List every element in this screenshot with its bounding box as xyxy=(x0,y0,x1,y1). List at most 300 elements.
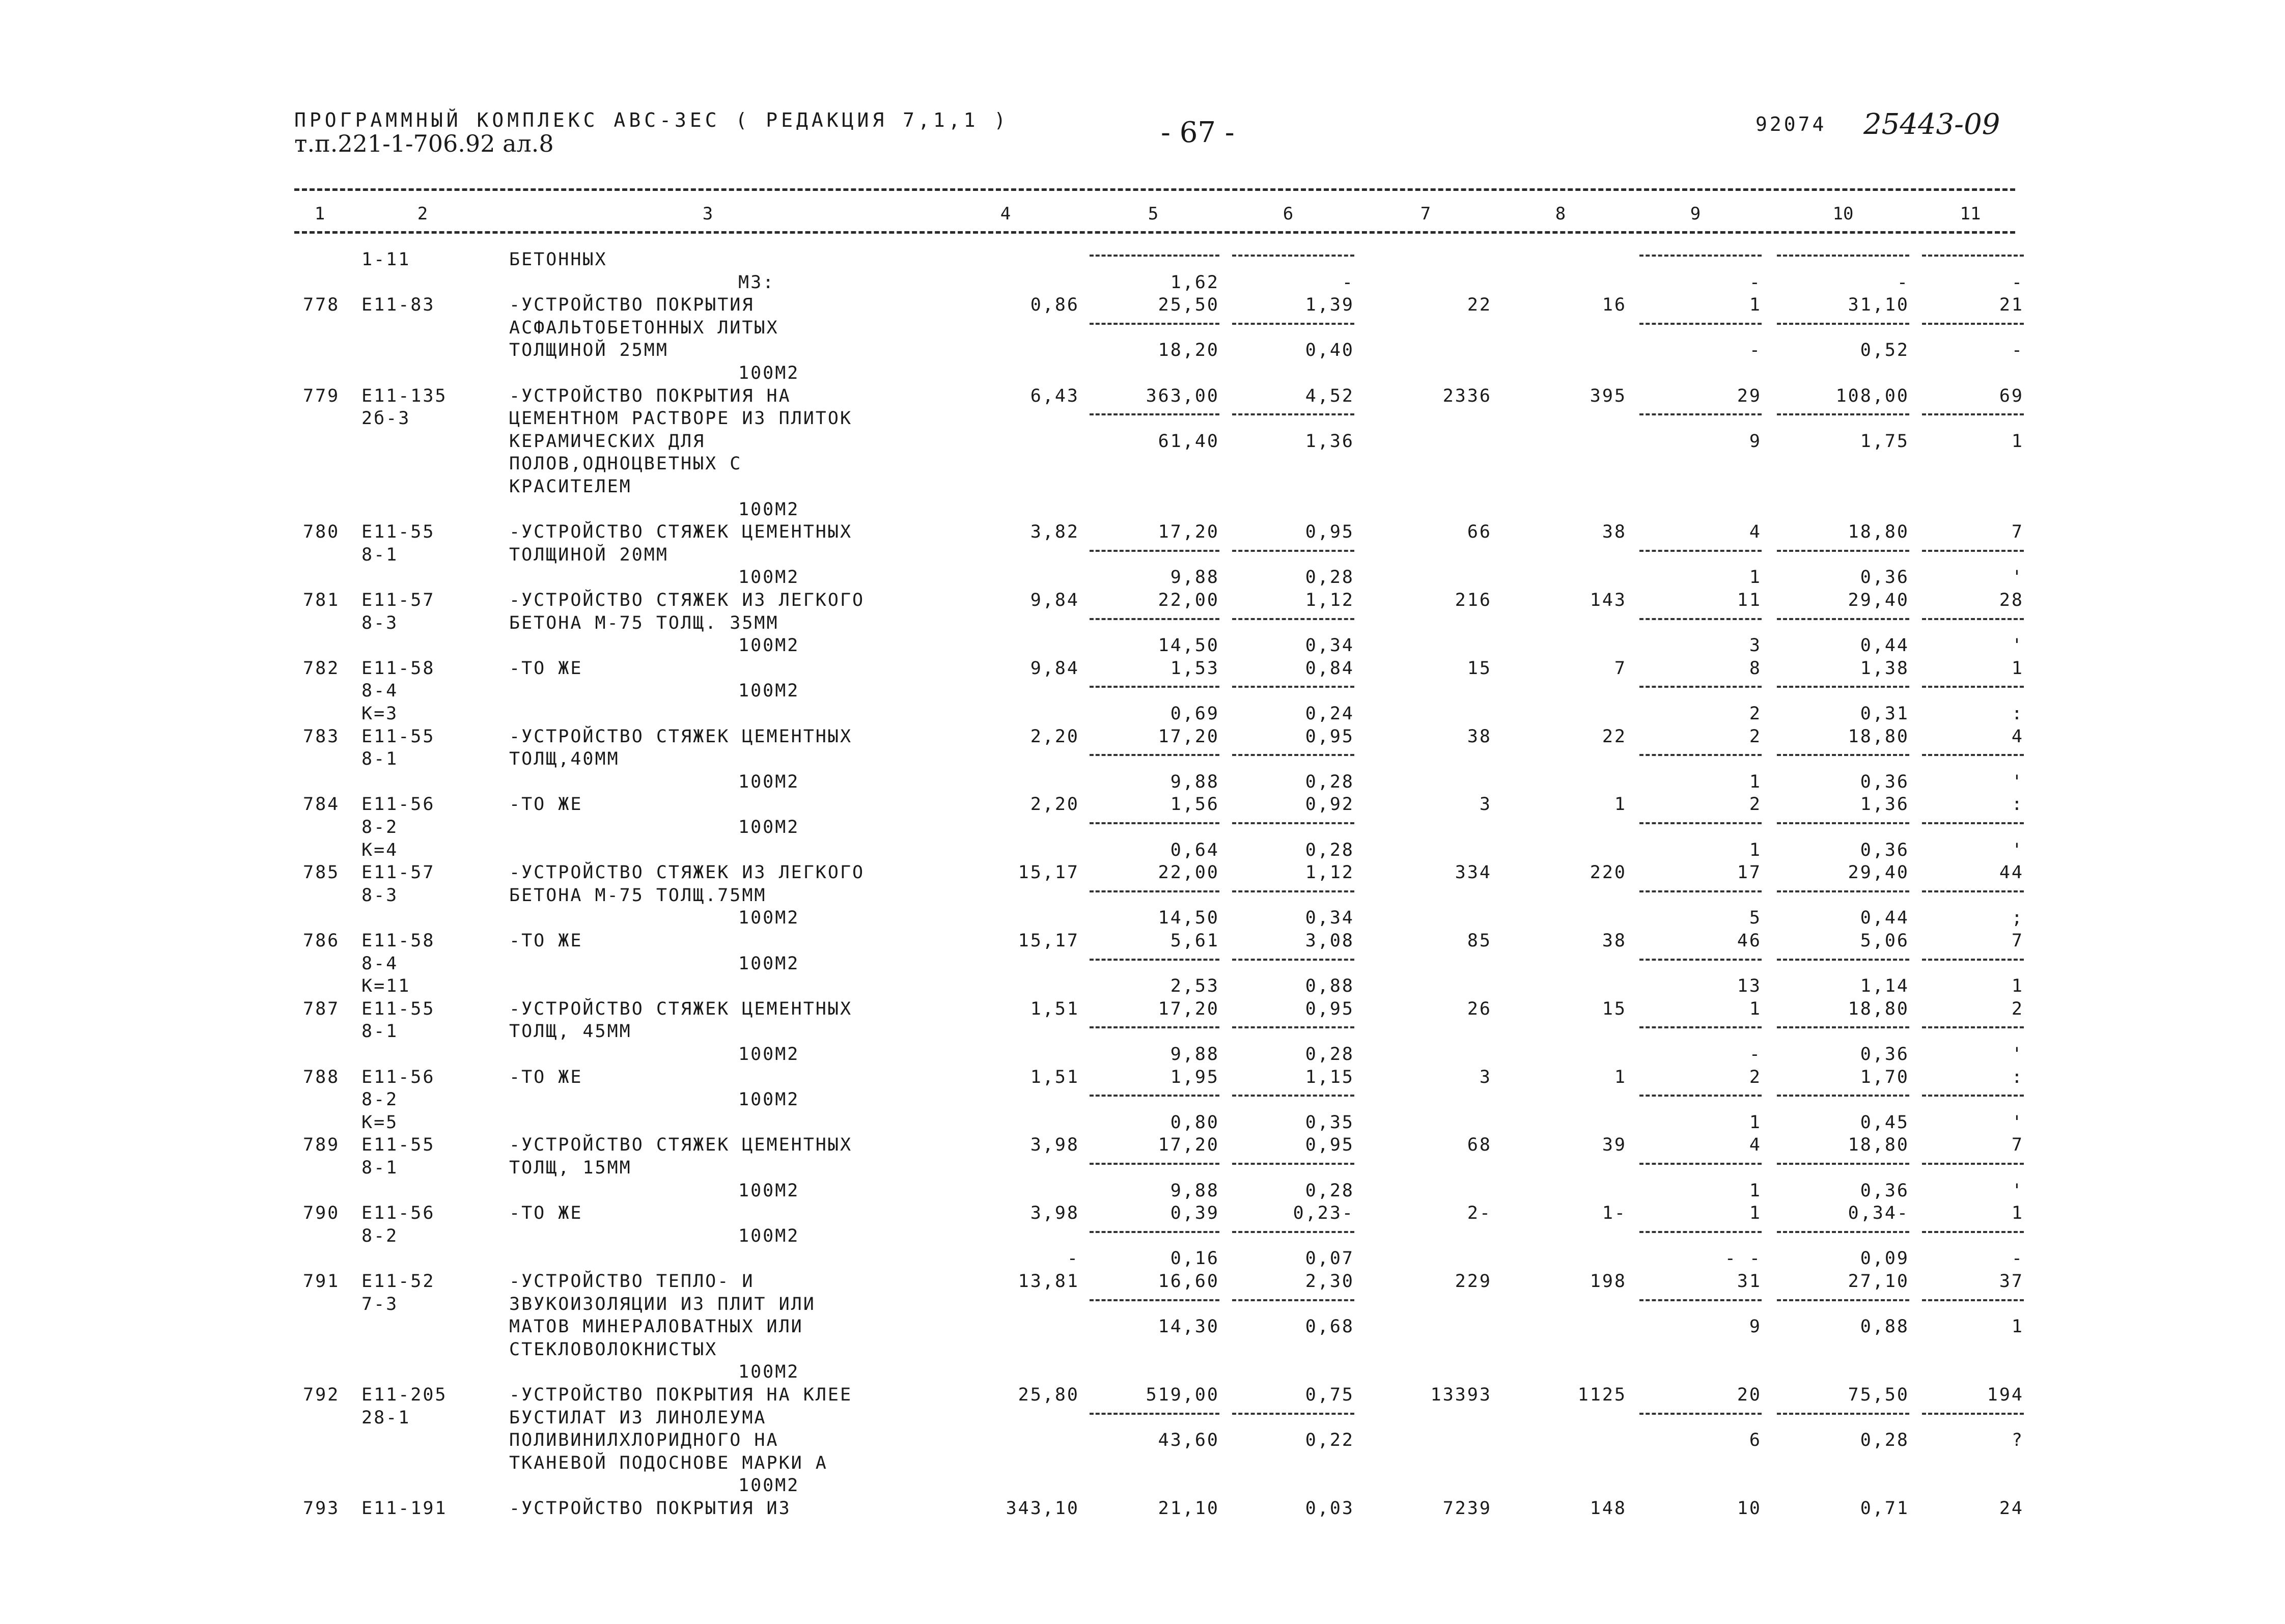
table-row xyxy=(0,249,2285,270)
cell-c10: 0,36 xyxy=(1860,839,1909,860)
cell-c4: 0,86 xyxy=(1030,295,1079,316)
table-row xyxy=(0,1453,2285,1473)
cell-c1: 792 xyxy=(303,1385,340,1405)
cell-c4: 1,51 xyxy=(1030,998,1079,1019)
cell-c3: ТКАНЕВОЙ ПОДОСНОВЕ МАРКИ А xyxy=(509,1452,828,1473)
unit-cell: 100М2 xyxy=(738,1362,800,1383)
cell-c10: 0,52 xyxy=(1860,340,1909,361)
cell-c9: 13 xyxy=(1737,976,1762,997)
cell-c4: 15,17 xyxy=(1018,862,1079,883)
cell-c6: 0,28 xyxy=(1305,1180,1354,1201)
dashed-separator xyxy=(1922,1231,2024,1233)
program-title: ПРОГРАММНЫЙ КОМПЛЕКС АВС-3ЕС ( РЕДАКЦИЯ 7,1,1 ) xyxy=(294,109,1010,131)
cell-c1: 787 xyxy=(303,998,340,1019)
cell-c8: 1 xyxy=(1614,794,1627,815)
cell-c3: -УСТРОЙСТВО ПОКРЫТИЯ ИЗ xyxy=(509,1498,791,1519)
cell-c10: 29,40 xyxy=(1848,590,1909,610)
cell-c2: 28-1 xyxy=(361,1407,411,1428)
unit-cell: 100М2 xyxy=(738,771,800,792)
table-row xyxy=(0,1181,2285,1201)
cell-c7: 13393 xyxy=(1430,1385,1492,1405)
cell-c2: Е11-55 xyxy=(361,1135,435,1156)
dashed-separator xyxy=(1639,1163,1762,1165)
cell-c3: -УСТРОЙСТВО СТЯЖЕК ИЗ ЛЕГКОГО xyxy=(509,862,865,883)
table-row xyxy=(0,590,2285,610)
cell-c2: 1-11 xyxy=(361,249,411,270)
table-row xyxy=(0,931,2285,951)
column-header: 5 xyxy=(1148,204,1159,224)
cell-c2: 8-1 xyxy=(361,544,399,565)
unit-cell: 100М2 xyxy=(738,1180,800,1201)
cell-c3: АСФАЛЬТОБЕТОННЫХ ЛИТЫХ xyxy=(509,317,779,338)
column-header: 8 xyxy=(1555,204,1566,224)
cell-c2: К=4 xyxy=(361,839,399,860)
cell-c8: 15 xyxy=(1602,998,1627,1019)
cell-c9: 11 xyxy=(1737,590,1762,610)
cell-c7: 66 xyxy=(1467,522,1492,543)
cell-c3: -УСТРОЙСТВО ТЕПЛО- И xyxy=(509,1271,755,1292)
cell-c9: 2 xyxy=(1749,726,1762,747)
table-top-rule xyxy=(294,188,2015,191)
cell-c4: 1,51 xyxy=(1030,1067,1079,1087)
cell-c10: 0,36 xyxy=(1860,771,1909,792)
cell-c9: 3 xyxy=(1749,635,1762,656)
cell-c9: 1 xyxy=(1749,567,1762,588)
cell-c8: 7 xyxy=(1614,658,1627,679)
cell-c11: 7 xyxy=(2011,522,2024,543)
table-header-rule xyxy=(294,231,2015,234)
table-row xyxy=(0,1339,2285,1360)
cell-c2: Е11-55 xyxy=(361,522,435,543)
cell-c9: - xyxy=(1749,272,1762,293)
dashed-separator xyxy=(1639,413,1762,415)
cell-c4: 2,20 xyxy=(1030,794,1079,815)
dashed-separator xyxy=(1922,1299,2024,1301)
dashed-separator xyxy=(1777,550,1909,552)
column-header: 11 xyxy=(1960,204,1981,224)
cell-c5: 18,20 xyxy=(1158,340,1219,361)
dashed-separator xyxy=(1639,822,1762,824)
cell-c6: 0,23- xyxy=(1293,1203,1354,1224)
cell-c8: 1 xyxy=(1614,1067,1627,1087)
dashed-separator xyxy=(1777,323,1909,325)
cell-c5: 17,20 xyxy=(1158,522,1219,543)
table-row xyxy=(0,726,2285,747)
cell-c4: 9,84 xyxy=(1030,658,1079,679)
cell-c5: 1,53 xyxy=(1170,658,1219,679)
cell-c2: Е11-191 xyxy=(361,1498,448,1519)
dashed-separator xyxy=(1232,550,1354,552)
cell-c2: Е11-52 xyxy=(361,1271,435,1292)
cell-c1: 790 xyxy=(303,1203,340,1224)
cell-c5: 1,95 xyxy=(1170,1067,1219,1087)
cell-c2: 8-2 xyxy=(361,1089,399,1110)
cell-c10: 1,38 xyxy=(1860,658,1909,679)
cell-c2: 8-1 xyxy=(361,1021,399,1042)
cell-c2: 8-3 xyxy=(361,885,399,906)
cell-c10: 31,10 xyxy=(1848,295,1909,316)
cell-c6: 0,92 xyxy=(1305,794,1354,815)
cell-c5: 22,00 xyxy=(1158,862,1219,883)
dashed-separator xyxy=(1232,413,1354,415)
dashed-separator xyxy=(1090,255,1219,257)
cell-c3: ПОЛИВИНИЛХЛОРИДНОГО НА xyxy=(509,1430,779,1451)
dashed-separator xyxy=(1639,686,1762,688)
cell-c10: 0,34- xyxy=(1848,1203,1909,1224)
cell-c10: 0,31 xyxy=(1860,704,1909,724)
cell-c1: 786 xyxy=(303,931,340,951)
cell-c3: -УСТРОЙСТВО СТЯЖЕК ЦЕМЕНТНЫХ xyxy=(509,522,853,543)
cell-c4: 13,81 xyxy=(1018,1271,1079,1292)
table-row xyxy=(0,431,2285,452)
unit-cell: 100М2 xyxy=(738,1044,800,1065)
cell-c11: 1 xyxy=(2011,1203,2024,1224)
dashed-separator xyxy=(1232,686,1354,688)
cell-c10: - xyxy=(1897,272,1909,293)
cell-c3: -ТО ЖЕ xyxy=(509,1203,583,1224)
table-row xyxy=(0,976,2285,996)
cell-c3: ТОЛЩ, 45ММ xyxy=(509,1021,632,1042)
cell-c7: 229 xyxy=(1455,1271,1492,1292)
cell-c2: К=5 xyxy=(361,1112,399,1133)
dashed-separator xyxy=(1777,822,1909,824)
cell-c10: 0,28 xyxy=(1860,1430,1909,1451)
cell-c2: 8-1 xyxy=(361,749,399,770)
cell-c9: 20 xyxy=(1737,1385,1762,1405)
cell-c1: 779 xyxy=(303,385,340,406)
column-header: 3 xyxy=(702,204,713,224)
dashed-separator xyxy=(1232,822,1354,824)
cell-c2: 8-3 xyxy=(361,612,399,633)
column-header: 1 xyxy=(314,204,325,224)
dashed-separator xyxy=(1922,618,2024,620)
dashed-separator xyxy=(1922,550,2024,552)
table-row xyxy=(0,1135,2285,1155)
cell-c2: Е11-57 xyxy=(361,862,435,883)
cell-c5: 519,00 xyxy=(1146,1385,1219,1405)
table-row xyxy=(0,1385,2285,1405)
table-row xyxy=(0,1089,2285,1110)
cell-c5: 25,50 xyxy=(1158,295,1219,316)
dashed-separator xyxy=(1090,959,1219,961)
cell-c6: 2,30 xyxy=(1305,1271,1354,1292)
cell-c6: 0,28 xyxy=(1305,771,1354,792)
cell-c4: - xyxy=(1067,1248,1079,1269)
dashed-separator xyxy=(1090,1026,1219,1028)
column-header: 4 xyxy=(1000,204,1011,224)
cell-c11: 28 xyxy=(1999,590,2024,610)
cell-c6: 0,88 xyxy=(1305,976,1354,997)
dashed-separator xyxy=(1639,959,1762,961)
cell-c6: 0,34 xyxy=(1305,908,1354,929)
cell-c2: 8-4 xyxy=(361,681,399,702)
cell-c1: 791 xyxy=(303,1271,340,1292)
cell-c6: 0,03 xyxy=(1305,1498,1354,1519)
unit-cell: 100М2 xyxy=(738,908,800,929)
table-row xyxy=(0,862,2285,883)
cell-c3: -УСТРОЙСТВО СТЯЖЕК ЦЕМЕНТНЫХ xyxy=(509,1135,853,1156)
cell-c6: 0,28 xyxy=(1305,567,1354,588)
cell-c5: 5,61 xyxy=(1170,931,1219,951)
cell-c7: 7239 xyxy=(1442,1498,1492,1519)
dashed-separator xyxy=(1232,618,1354,620)
cell-c2: Е11-205 xyxy=(361,1385,448,1405)
cell-c6: 0,95 xyxy=(1305,998,1354,1019)
table-row xyxy=(0,1112,2285,1133)
dashed-separator xyxy=(1639,1026,1762,1028)
cell-c11: ' xyxy=(2011,1180,2024,1201)
table-row xyxy=(0,1362,2285,1382)
cell-c9: - xyxy=(1749,340,1762,361)
cell-c9: 4 xyxy=(1749,1135,1762,1156)
cell-c11: - xyxy=(2011,1248,2024,1269)
dashed-separator xyxy=(1639,1095,1762,1097)
cell-c6: 0,35 xyxy=(1305,1112,1354,1133)
dashed-separator xyxy=(1777,413,1909,415)
cell-c2: 8-1 xyxy=(361,1158,399,1178)
cell-c3: БЕТОНА М-75 ТОЛЩ. 35ММ xyxy=(509,612,779,633)
cell-c2: Е11-55 xyxy=(361,998,435,1019)
dashed-separator xyxy=(1922,959,2024,961)
cell-c3: ТОЛЩ, 15ММ xyxy=(509,1158,632,1178)
dashed-separator xyxy=(1090,1413,1219,1415)
column-header: 2 xyxy=(417,204,428,224)
dashed-separator xyxy=(1232,1163,1354,1165)
cell-c6: 0,07 xyxy=(1305,1248,1354,1269)
cell-c1: 780 xyxy=(303,522,340,543)
dashed-separator xyxy=(1922,1163,2024,1165)
cell-c4: 25,80 xyxy=(1018,1385,1079,1405)
cell-c8: 39 xyxy=(1602,1135,1627,1156)
cell-c2: 2б-3 xyxy=(361,408,411,429)
cell-c8: 16 xyxy=(1602,295,1627,316)
cell-c11: 1 xyxy=(2011,431,2024,452)
cell-c9: 2 xyxy=(1749,1067,1762,1087)
dashed-separator xyxy=(1090,1095,1219,1097)
cell-c6: 0,40 xyxy=(1305,340,1354,361)
cell-c5: 14,50 xyxy=(1158,635,1219,656)
cell-c11: 1 xyxy=(2011,1317,2024,1337)
cell-c5: 17,20 xyxy=(1158,726,1219,747)
cell-c2: Е11-56 xyxy=(361,794,435,815)
cell-c6: 0,34 xyxy=(1305,635,1354,656)
cell-c11: 1 xyxy=(2011,658,2024,679)
cell-c5: 0,69 xyxy=(1170,704,1219,724)
cell-c10: 108,00 xyxy=(1835,385,1909,406)
cell-c2: Е11-135 xyxy=(361,385,448,406)
handwritten-number: 25443-09 xyxy=(1863,108,2000,141)
dashed-separator xyxy=(1639,1299,1762,1301)
cell-c11: 4 xyxy=(2011,726,2024,747)
cell-c10: 1,36 xyxy=(1860,794,1909,815)
cell-c7: 216 xyxy=(1455,590,1492,610)
column-header: 9 xyxy=(1690,204,1701,224)
cell-c5: 9,88 xyxy=(1170,771,1219,792)
cell-c9: 9 xyxy=(1749,431,1762,452)
dashed-separator xyxy=(1777,1163,1909,1165)
cell-c7: 15 xyxy=(1467,658,1492,679)
dashed-separator xyxy=(1090,1231,1219,1233)
cell-c10: 18,80 xyxy=(1848,998,1909,1019)
dashed-separator xyxy=(1777,255,1909,257)
cell-c11: : xyxy=(2011,704,2024,724)
cell-c3: БЕТОННЫХ xyxy=(509,249,607,270)
unit-cell: 100М2 xyxy=(738,1475,800,1496)
cell-c3: ЗВУКОИЗОЛЯЦИИ ИЗ ПЛИТ ИЛИ xyxy=(509,1294,816,1314)
cell-c8: 1125 xyxy=(1577,1385,1627,1405)
dashed-separator xyxy=(1777,618,1909,620)
cell-c4: 3,98 xyxy=(1030,1203,1079,1224)
cell-c1: 785 xyxy=(303,862,340,883)
cell-c5: 17,20 xyxy=(1158,1135,1219,1156)
cell-c5: 14,30 xyxy=(1158,1317,1219,1337)
cell-c2: Е11-55 xyxy=(361,726,435,747)
cell-c5: 22,00 xyxy=(1158,590,1219,610)
cell-c9: 5 xyxy=(1749,908,1762,929)
cell-c3: СТЕКЛОВОЛОКНИСТЫХ xyxy=(509,1339,718,1360)
dashed-separator xyxy=(1232,1095,1354,1097)
cell-c11: ' xyxy=(2011,839,2024,860)
cell-c7: 22 xyxy=(1467,295,1492,316)
table-row xyxy=(0,340,2285,360)
table-row xyxy=(0,772,2285,792)
dashed-separator xyxy=(1639,323,1762,325)
dashed-separator xyxy=(1922,822,2024,824)
cell-c9: - xyxy=(1749,1044,1762,1065)
table-row xyxy=(0,272,2285,293)
unit-cell: 100М2 xyxy=(738,1225,800,1246)
table-row xyxy=(0,363,2285,383)
table-row xyxy=(0,1203,2285,1223)
cell-c2: 7-3 xyxy=(361,1294,399,1314)
dashed-separator xyxy=(1090,754,1219,756)
cell-c11: 194 xyxy=(1987,1385,2024,1405)
dashed-separator xyxy=(1090,822,1219,824)
unit-cell: 100М2 xyxy=(738,635,800,656)
cell-c3: -УСТРОЙСТВО СТЯЖЕК ЦЕМЕНТНЫХ xyxy=(509,998,853,1019)
cell-c9: 17 xyxy=(1737,862,1762,883)
cell-c8: 395 xyxy=(1590,385,1627,406)
table-row xyxy=(0,794,2285,815)
table-row xyxy=(0,295,2285,315)
cell-c3: МАТОВ МИНЕРАЛОВАТНЫХ ИЛИ xyxy=(509,1317,803,1337)
dashed-separator xyxy=(1639,754,1762,756)
cell-c10: 27,10 xyxy=(1848,1271,1909,1292)
table-row xyxy=(0,1430,2285,1450)
cell-c10: 0,36 xyxy=(1860,567,1909,588)
cell-c3: ТОЛЩИНОЙ 20ММ xyxy=(509,544,668,565)
table-row xyxy=(0,454,2285,474)
cell-c10: 1,70 xyxy=(1860,1067,1909,1087)
cell-c6: 0,22 xyxy=(1305,1430,1354,1451)
doc-number: 92074 xyxy=(1755,113,1827,135)
cell-c2: Е11-56 xyxy=(361,1203,435,1224)
cell-c4: 15,17 xyxy=(1018,931,1079,951)
unit-cell: 100М2 xyxy=(738,953,800,974)
cell-c6: 3,08 xyxy=(1305,931,1354,951)
cell-c11: - xyxy=(2011,272,2024,293)
cell-c3: ЦЕМЕНТНОМ РАСТВОРЕ ИЗ ПЛИТОК xyxy=(509,408,853,429)
cell-c3: КРАСИТЕЛЕМ xyxy=(509,477,632,497)
cell-c11: ; xyxy=(2011,908,2024,929)
table-row xyxy=(0,499,2285,520)
cell-c11: 1 xyxy=(2011,976,2024,997)
dashed-separator xyxy=(1232,255,1354,257)
table-row xyxy=(0,522,2285,542)
dashed-separator xyxy=(1232,1026,1354,1028)
cell-c6: 0,24 xyxy=(1305,704,1354,724)
dashed-separator xyxy=(1922,255,2024,257)
cell-c2: 8-2 xyxy=(361,817,399,837)
cell-c10: 18,80 xyxy=(1848,726,1909,747)
cell-c3: КЕРАМИЧЕСКИХ ДЛЯ xyxy=(509,431,706,452)
cell-c1: 781 xyxy=(303,590,340,610)
table-row xyxy=(0,477,2285,497)
table-row xyxy=(0,1248,2285,1269)
table-row xyxy=(0,545,2285,565)
table-row xyxy=(0,1408,2285,1428)
dashed-separator xyxy=(1090,1163,1219,1165)
cell-c6: 1,12 xyxy=(1305,862,1354,883)
cell-c11: ' xyxy=(2011,567,2024,588)
column-header: 6 xyxy=(1283,204,1294,224)
cell-c6: 0,95 xyxy=(1305,522,1354,543)
cell-c9: 1 xyxy=(1749,839,1762,860)
cell-c5: 14,50 xyxy=(1158,908,1219,929)
cell-c8: 143 xyxy=(1590,590,1627,610)
unit-cell: 100М2 xyxy=(738,681,800,702)
cell-c9: 4 xyxy=(1749,522,1762,543)
cell-c2: Е11-56 xyxy=(361,1067,435,1087)
cell-c3: -УСТРОЙСТВО СТЯЖЕК ИЗ ЛЕГКОГО xyxy=(509,590,865,610)
table-row xyxy=(0,908,2285,928)
table-row xyxy=(0,1475,2285,1496)
dashed-separator xyxy=(1922,1413,2024,1415)
cell-c3: -ТО ЖЕ xyxy=(509,658,583,679)
cell-c3: БУСТИЛАТ ИЗ ЛИНОЛЕУМА xyxy=(509,1407,767,1428)
dashed-separator xyxy=(1090,323,1219,325)
cell-c7: 3 xyxy=(1479,1067,1492,1087)
cell-c11: 2 xyxy=(2011,998,2024,1019)
cell-c9: 1 xyxy=(1749,1203,1762,1224)
cell-c2: 8-4 xyxy=(361,953,399,974)
cell-c8: 1- xyxy=(1602,1203,1627,1224)
cell-c3: ТОЛЩИНОЙ 25ММ xyxy=(509,340,668,361)
cell-c5: 363,00 xyxy=(1146,385,1219,406)
cell-c9: - - xyxy=(1724,1248,1762,1269)
dashed-separator xyxy=(1639,1231,1762,1233)
cell-c7: 68 xyxy=(1467,1135,1492,1156)
cell-c3: -ТО ЖЕ xyxy=(509,1067,583,1087)
table-row xyxy=(0,1498,2285,1519)
cell-c11: ' xyxy=(2011,635,2024,656)
cell-c5: 0,16 xyxy=(1170,1248,1219,1269)
dashed-separator xyxy=(1777,1231,1909,1233)
dashed-separator xyxy=(1922,686,2024,688)
cell-c9: 1 xyxy=(1749,1112,1762,1133)
cell-c6: 0,95 xyxy=(1305,1135,1354,1156)
cell-c5: 17,20 xyxy=(1158,998,1219,1019)
cell-c10: 0,44 xyxy=(1860,908,1909,929)
dashed-separator xyxy=(1232,1231,1354,1233)
cell-c8: 220 xyxy=(1590,862,1627,883)
cell-c10: 1,14 xyxy=(1860,976,1909,997)
cell-c11: : xyxy=(2011,1067,2024,1087)
cell-c8: 22 xyxy=(1602,726,1627,747)
cell-c6: 1,15 xyxy=(1305,1067,1354,1087)
cell-c3: -УСТРОЙСТВО ПОКРЫТИЯ НА xyxy=(509,385,791,406)
cell-c9: 9 xyxy=(1749,1317,1762,1337)
